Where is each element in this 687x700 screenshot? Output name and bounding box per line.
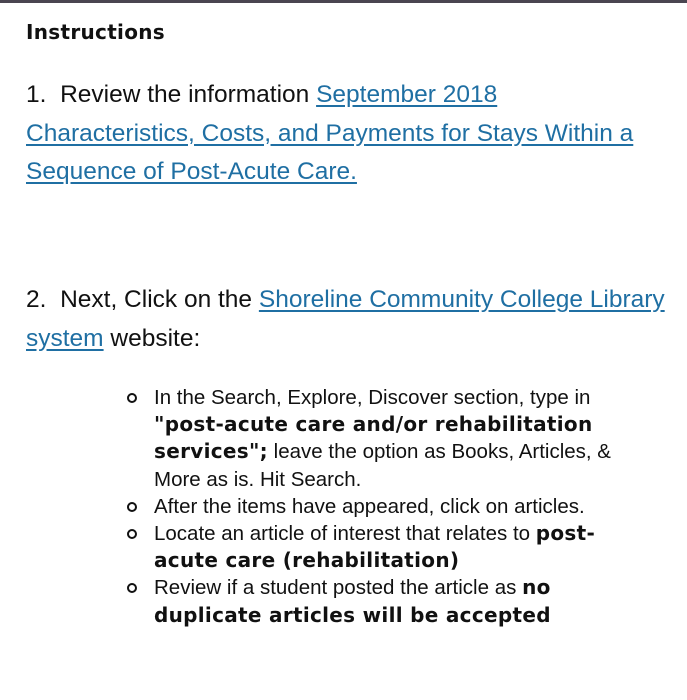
step-2	[26, 281, 666, 358]
step-2-text: Next, Click on the	[60, 286, 253, 313]
step-2-text-after: website:	[110, 324, 201, 352]
list-item: After the items have appeared, click on articles.	[154, 493, 649, 520]
top-border	[0, 0, 687, 3]
circle-bullet-icon	[127, 502, 137, 512]
circle-bullet-icon	[127, 583, 137, 593]
instruction-bullet-list	[154, 384, 649, 629]
circle-bullet-icon	[127, 529, 137, 539]
list-item: Review if a student posted the article as no duplicate articles will be accepted	[154, 574, 649, 628]
page-title: Instructions	[26, 20, 166, 44]
step-1	[26, 76, 666, 192]
shoreline-library-link[interactable]: Shoreline Community College Library system	[26, 286, 665, 352]
circle-bullet-icon	[127, 393, 137, 403]
step-1-text: Review the information	[60, 81, 310, 108]
step-2-number: 2.	[26, 286, 47, 313]
list-item: In the Search, Explore, Discover section, type in "post-acute care and/or rehabilitation services"; leave the option as Books, Articles, & More as is. Hit Search.	[154, 384, 649, 493]
step-1-number: 1.	[26, 81, 47, 108]
list-item: Locate an article of interest that relates to post-acute care (rehabilitation)	[154, 520, 649, 574]
september-2018-report-link[interactable]: September 2018 Characteristics, Costs, and Payments for Stays Within a Sequence of Post-Acute Care.	[26, 81, 634, 185]
